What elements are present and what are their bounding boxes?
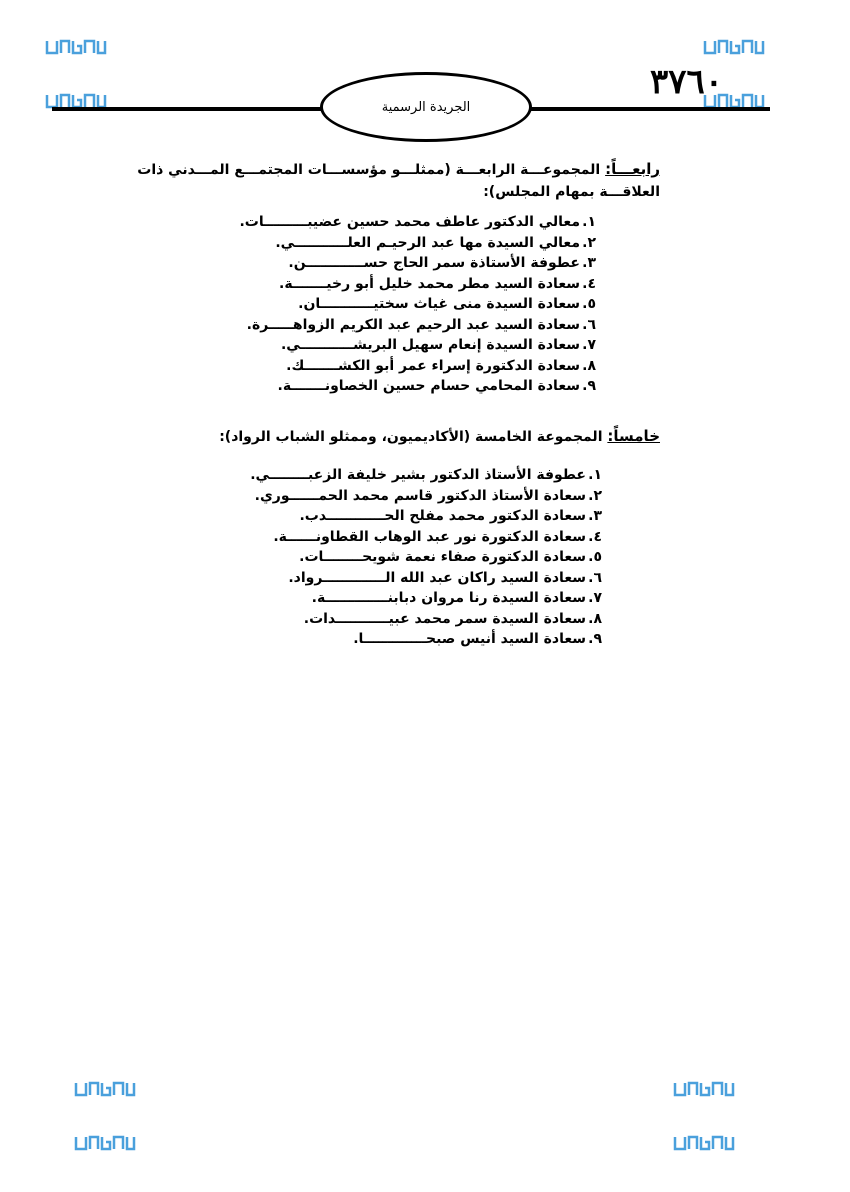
- watermark-logo-bottom-left-2: [74, 1134, 136, 1152]
- list-item: ٣.عطوفة الأستاذة سمر الحاج حســــــــــــن.: [288, 255, 596, 271]
- watermark-logo-bottom-right-2: [673, 1134, 735, 1152]
- list-item: ٥.سعادة السيدة منى غياث سختيـــــــــــان.: [298, 296, 596, 312]
- section-5-list: [240, 465, 602, 650]
- list-item: ٨.سعادة السيدة سمر محمد عبيـــــــــــدات.: [303, 610, 602, 627]
- watermark-logo-top-right-1: [703, 38, 765, 56]
- section-5-title: المجموعة الخامسة (الأكاديميون، وممثلو الشباب الرواد):: [219, 429, 603, 445]
- list-item: ٤.سعادة السيد مطر محمد خليل أبو رخيـــــــة.: [279, 275, 596, 292]
- section-4-label: رابعـــاً:: [605, 160, 660, 178]
- list-item: ٨.سعادة الدكتورة إسراء عمر أبو الكشـــــــك.: [286, 357, 596, 374]
- watermark-logo-bottom-left-1: [74, 1080, 136, 1098]
- list-item: ١.عطوفة الأستاذ الدكتور بشير خليفة الزعبــــــــي.: [250, 467, 602, 483]
- list-item: ٦.سعادة السيد عبد الرحيم عبد الكريم الزواهـــــرة.: [246, 316, 596, 333]
- list-item: ٤.سعادة الدكتورة نور عبد الوهاب القطاونــــــة.: [273, 528, 602, 545]
- watermark-logo-top-left-1: [45, 38, 107, 56]
- publication-title: الجريدة الرسمية: [381, 99, 471, 115]
- section-4-title: المجموعـــة الرابعـــة (ممثلـــو مؤسســـات المجتمـــع المـــدني ذات العلاقـــة بمهام المجلس):: [137, 162, 660, 200]
- list-item: ١.معالي الدكتور عاطف محمد حسين عضيبـــــــــات.: [239, 214, 596, 230]
- list-item: ٩.سعادة السيد أنيس صبحـــــــــــــا.: [353, 631, 602, 647]
- section-4-list: [240, 212, 596, 397]
- section-5-label: خامساً:: [607, 427, 660, 445]
- publication-title-oval: [320, 72, 532, 142]
- list-item: ٦.سعادة السيد راكان عبد الله الـــــــــــــرواد.: [288, 569, 602, 586]
- section-5-heading: [160, 425, 660, 448]
- page-number: ٣٧٦٠: [650, 62, 724, 102]
- watermark-logo-bottom-right-1: [673, 1080, 735, 1098]
- list-item: ٢.سعادة الأستاذ الدكتور قاسم محمد الحمــــــوري.: [254, 487, 602, 504]
- list-item: ٣.سعادة الدكتور محمد مفلح الحــــــــــــدب.: [299, 508, 602, 524]
- list-item: ٧.سعادة السيدة إنعام سهيل البريشـــــــــــي.: [280, 337, 596, 353]
- list-item: ٢.معالي السيدة مها عبد الرحيـم العلـــــــــــي.: [275, 234, 596, 251]
- section-4-heading: [100, 158, 660, 203]
- list-item: ٥.سعادة الدكتورة صفاء نعمة شويحــــــــات.: [299, 549, 602, 565]
- list-item: ٩.سعادة المحامي حسام حسين الخصاونـــــــة.: [277, 378, 596, 394]
- list-item: ٧.سعادة السيدة رنا مروان دبابنـــــــــــــة.: [311, 590, 602, 606]
